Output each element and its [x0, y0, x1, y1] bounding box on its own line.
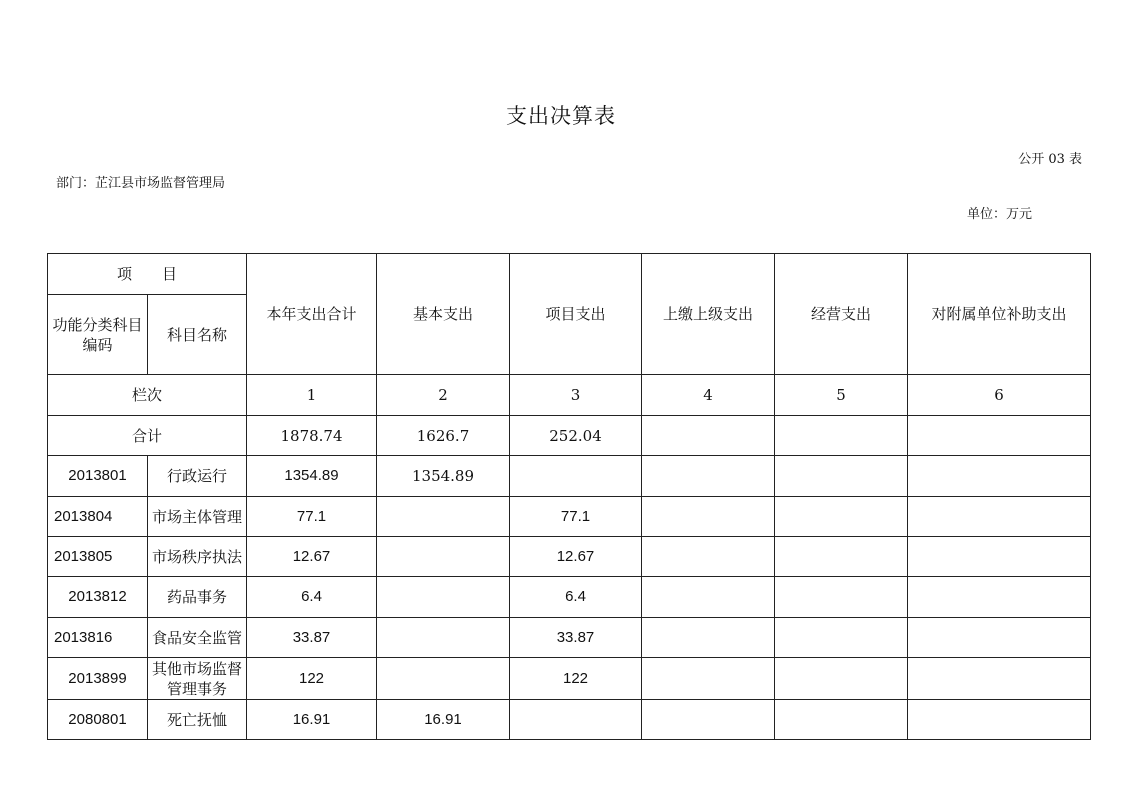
total-cell: [908, 416, 1091, 456]
row-value: [775, 618, 908, 658]
column-index-label: 栏次: [48, 375, 247, 416]
column-header: 项目支出: [510, 254, 642, 375]
column-number: 2: [377, 375, 510, 416]
row-value: 77.1: [510, 497, 642, 537]
row-name: 药品事务: [148, 577, 247, 618]
row-value: [775, 577, 908, 618]
unit-label: 单位：万元: [967, 207, 1033, 222]
item-header: 项 目: [48, 254, 247, 295]
row-value: [775, 537, 908, 577]
row-value: [510, 700, 642, 740]
total-cell: 252.04: [510, 416, 642, 456]
total-label: 合计: [48, 416, 247, 456]
name-header: 科目名称: [148, 295, 247, 375]
row-value: [775, 456, 908, 497]
row-value: [642, 618, 775, 658]
table-row: [48, 700, 1091, 740]
row-value: [377, 618, 510, 658]
department-label: 部门：芷江县市场监督管理局: [56, 176, 226, 191]
expenditure-table: [47, 253, 1091, 740]
row-value: 1354.89: [377, 456, 510, 497]
row-value: [908, 577, 1091, 618]
table-row: [48, 577, 1091, 618]
row-code: 2013801: [48, 456, 148, 497]
column-number: 4: [642, 375, 775, 416]
table-row: [48, 456, 1091, 497]
row-value: 122: [247, 658, 377, 700]
row-value: 16.91: [377, 700, 510, 740]
row-value: [642, 497, 775, 537]
column-header: 本年支出合计: [247, 254, 377, 375]
row-name: 其他市场监督管理事务: [148, 658, 247, 700]
row-value: 16.91: [247, 700, 377, 740]
total-cell: 1626.7: [377, 416, 510, 456]
row-value: 122: [510, 658, 642, 700]
row-value: [642, 658, 775, 700]
table-row: [48, 658, 1091, 700]
column-header: 基本支出: [377, 254, 510, 375]
row-value: [775, 700, 908, 740]
row-value: [908, 537, 1091, 577]
row-value: [510, 456, 642, 497]
row-code: 2013899: [48, 658, 148, 700]
header-row-1: [48, 254, 1091, 295]
column-header: 经营支出: [775, 254, 908, 375]
row-code: 2080801: [48, 700, 148, 740]
row-code: 2013812: [48, 577, 148, 618]
total-row: [48, 416, 1091, 456]
row-value: [377, 658, 510, 700]
row-value: [642, 537, 775, 577]
row-value: [775, 497, 908, 537]
row-value: 12.67: [510, 537, 642, 577]
row-value: [642, 700, 775, 740]
row-value: 6.4: [247, 577, 377, 618]
row-code: 2013805: [48, 537, 148, 577]
row-name: 行政运行: [148, 456, 247, 497]
column-number: 1: [247, 375, 377, 416]
column-header: 上缴上级支出: [642, 254, 775, 375]
row-value: 33.87: [247, 618, 377, 658]
row-value: [775, 658, 908, 700]
row-name: 市场主体管理: [148, 497, 247, 537]
column-number: 6: [908, 375, 1091, 416]
row-value: [642, 577, 775, 618]
row-name: 市场秩序执法: [148, 537, 247, 577]
row-code: 2013804: [48, 497, 148, 537]
row-value: [377, 537, 510, 577]
row-value: [377, 497, 510, 537]
column-index-row: [48, 375, 1091, 416]
total-cell: [642, 416, 775, 456]
row-value: [642, 456, 775, 497]
row-value: [908, 618, 1091, 658]
row-value: 33.87: [510, 618, 642, 658]
table-row: [48, 618, 1091, 658]
column-number: 5: [775, 375, 908, 416]
total-cell: 1878.74: [247, 416, 377, 456]
row-name: 死亡抚恤: [148, 700, 247, 740]
total-cell: [775, 416, 908, 456]
row-value: [377, 577, 510, 618]
code-header: 功能分类科目编码: [48, 295, 148, 375]
row-code: 2013816: [48, 618, 148, 658]
row-value: [908, 456, 1091, 497]
table-row: [48, 497, 1091, 537]
column-number: 3: [510, 375, 642, 416]
row-value: 12.67: [247, 537, 377, 577]
row-value: 77.1: [247, 497, 377, 537]
row-value: 1354.89: [247, 456, 377, 497]
row-value: [908, 658, 1091, 700]
table-row: [48, 537, 1091, 577]
row-name: 食品安全监管: [148, 618, 247, 658]
page-title: 支出决算表: [506, 104, 616, 128]
row-value: 6.4: [510, 577, 642, 618]
row-value: [908, 497, 1091, 537]
column-header: 对附属单位补助支出: [908, 254, 1091, 375]
row-value: [908, 700, 1091, 740]
form-number: 公开 03 表: [1018, 152, 1082, 167]
